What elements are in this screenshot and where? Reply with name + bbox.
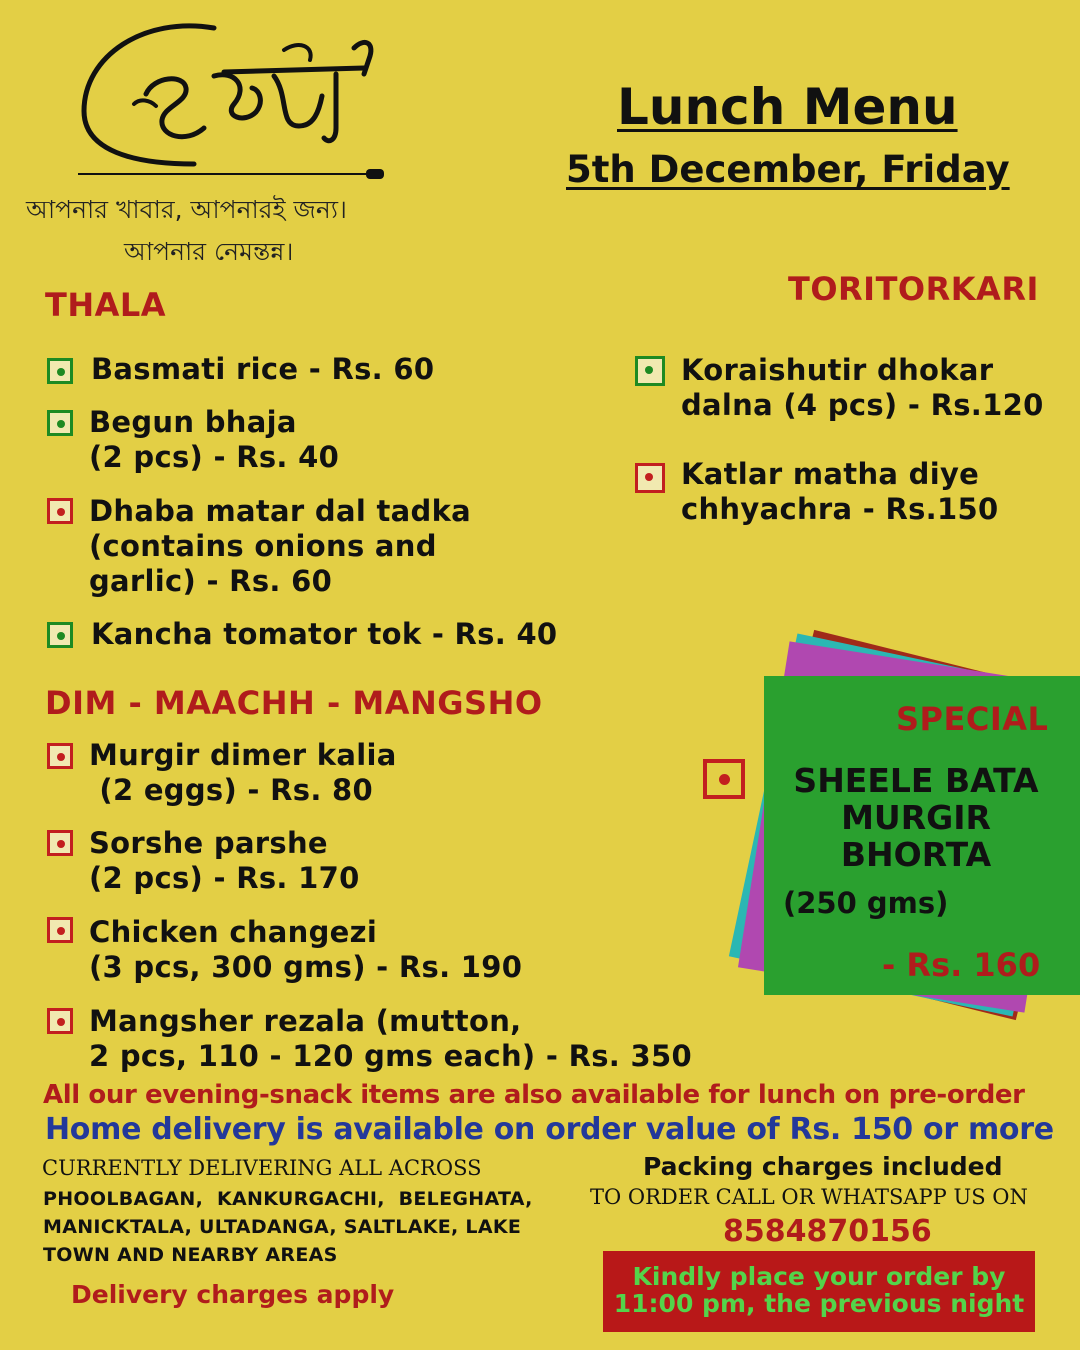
order-deadline-text: Kindly place your order by 11:00 pm, the previous night <box>613 1262 1025 1318</box>
menu-item: Sorshe parshe (2 pcs) - Rs. 170 <box>89 826 360 895</box>
dim-heading: DIM - MAACHH - MANGSHO <box>45 684 543 722</box>
packing-note: Packing charges included <box>643 1152 1003 1181</box>
menu-item: Katlar matha diye chhyachra - Rs.150 <box>681 457 999 526</box>
veg-icon <box>47 410 73 436</box>
menu-date: 5th December, Friday <box>566 148 1010 191</box>
home-delivery-note: Home delivery is available on order value of Rs. 150 or more <box>45 1112 1054 1147</box>
menu-item: Mangsher rezala (mutton, 2 pcs, 110 - 120 gms each) - Rs. 350 <box>89 1004 692 1073</box>
delivery-charges-note: Delivery charges apply <box>71 1280 395 1309</box>
non-veg-icon <box>47 743 73 769</box>
phone-number[interactable]: 8584870156 <box>723 1214 932 1249</box>
tagline-line-2: আপনার নেমন্তন্ন। <box>124 237 294 266</box>
logo <box>74 16 394 188</box>
non-veg-icon <box>703 759 745 799</box>
areas-title: CURRENTLY DELIVERING ALL ACROSS <box>42 1156 482 1180</box>
non-veg-icon <box>47 498 73 524</box>
toritorkari-heading: TORITORKARI <box>788 270 1039 308</box>
page-title: Lunch Menu <box>617 78 958 136</box>
special-heading: SPECIAL <box>896 700 1049 738</box>
veg-icon <box>47 358 73 384</box>
veg-icon <box>635 356 665 386</box>
non-veg-icon <box>47 917 73 943</box>
menu-item: Basmati rice - Rs. 60 <box>91 352 435 386</box>
menu-item: Begun bhaja (2 pcs) - Rs. 40 <box>89 405 340 474</box>
veg-icon <box>47 622 73 648</box>
menu-item: Murgir dimer kalia (2 eggs) - Rs. 80 <box>89 738 397 807</box>
special-dish-price: - Rs. 160 <box>882 946 1041 984</box>
logo-script-art <box>74 16 394 188</box>
non-veg-icon <box>47 830 73 856</box>
order-call-note: TO ORDER CALL OR WHATSAPP US ON <box>590 1185 1028 1209</box>
special-dish-qty: (250 gms) <box>783 886 949 920</box>
tagline-line-1: আপনার খাবার, আপনারই জন্য। <box>26 195 347 224</box>
delivery-areas: PHOOLBAGAN, KANKURGACHI, BELEGHATA, MANICKTALA, ULTADANGA, SALTLAKE, LAKE TOWN AND NEARBY AREAS <box>43 1188 533 1266</box>
non-veg-icon <box>47 1008 73 1034</box>
menu-item: Chicken changezi (3 pcs, 300 gms) - Rs. 190 <box>89 915 523 984</box>
thala-heading: THALA <box>45 286 167 324</box>
preorder-note: All our evening-snack items are also available for lunch on pre-order <box>43 1080 1025 1110</box>
menu-item: Kancha tomator tok - Rs. 40 <box>91 617 558 651</box>
non-veg-icon <box>635 463 665 493</box>
special-dish-name: SHEELE BATA MURGIR BHORTA <box>793 761 1039 874</box>
menu-item: Dhaba matar dal tadka (contains onions and garlic) - Rs. 60 <box>89 494 472 598</box>
menu-item: Koraishutir dhokar dalna (4 pcs) - Rs.120 <box>681 353 1044 422</box>
